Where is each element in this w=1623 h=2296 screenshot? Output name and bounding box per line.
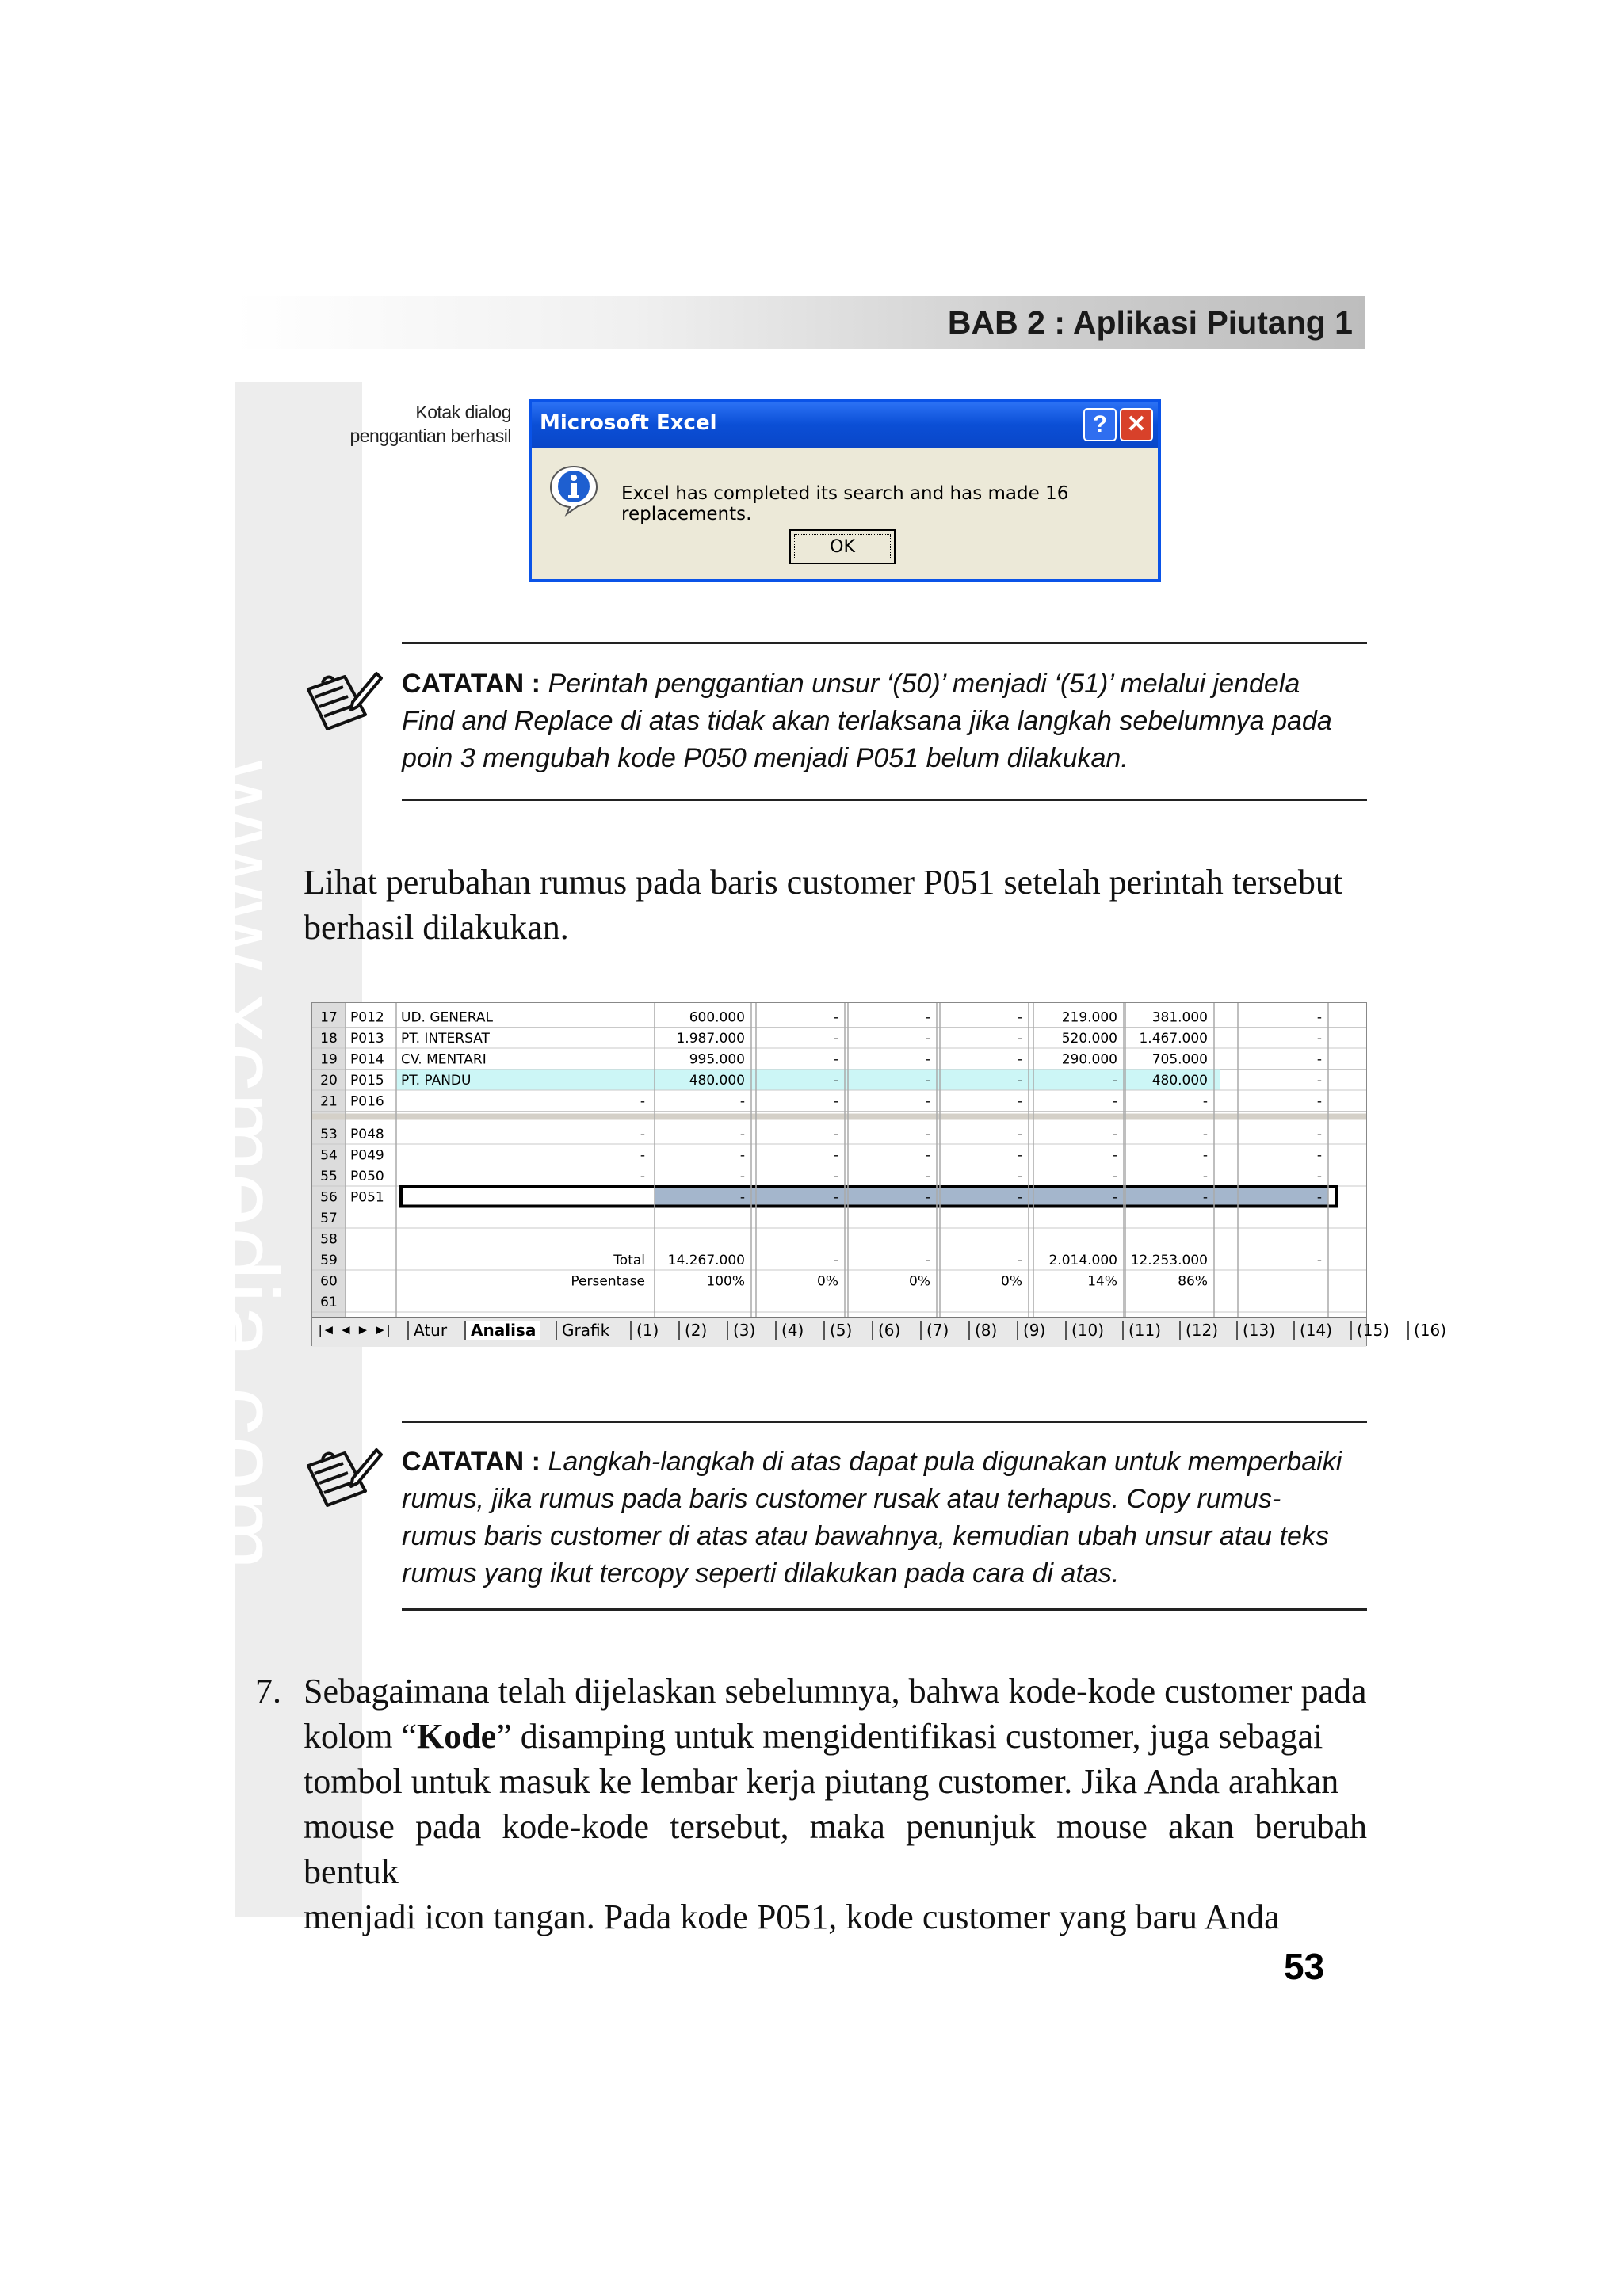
cell-c2: - [833,1031,838,1047]
cell-row: 59 [320,1253,338,1268]
cell-c5: - [1112,1147,1117,1164]
cell-row: 19 [320,1051,338,1068]
cell-name: Total [613,1253,645,1268]
spreadsheet-grid [312,1003,1366,1320]
cell-c3: - [925,1169,930,1184]
cell-row: 60 [320,1273,338,1290]
cell-c4: - [1017,1031,1022,1047]
note-2-label: CATATAN : [402,1447,540,1477]
sheet-tab-14[interactable]: (14) [1293,1321,1337,1340]
item-7-bold-kode: Kode [416,1717,497,1756]
cell-c5: 520.000 [1061,1031,1117,1047]
cell-name: PT. INTERSAT [401,1031,490,1047]
sheet-background [312,1003,1366,1320]
cell-c6: - [1202,1127,1208,1142]
sheet-nav-arrows[interactable]: |◄ ◄ ► ►| [319,1322,391,1337]
cell-c5: - [1112,1093,1117,1110]
item-7-line-2c: ” disamping untuk mengidentifikasi customer, juga sebagai [496,1717,1323,1756]
sheet-tab-12[interactable]: (12) [1179,1321,1223,1340]
cell-c3: - [925,1093,930,1110]
cell-c3: - [925,1031,930,1047]
ok-button-label: OK [794,534,891,559]
cell-name: Persentase [571,1273,645,1290]
cell-code: P013 [350,1031,384,1047]
item-7-line-3: tombol untuk masuk ke lembar kerja piutang customer. Jika Anda arahkan [304,1762,1339,1801]
list-number: 7. [255,1672,281,1711]
cell-c2: 0% [817,1273,838,1290]
cell-c7: - [1316,1127,1322,1142]
cell-c6: 1.467.000 [1139,1031,1208,1047]
cell-c4: - [1017,1127,1022,1142]
paragraph-1-line-2: berhasil dilakukan. [304,908,569,947]
cell-c3: - [925,1073,930,1089]
sheet-tab-Atur[interactable]: Atur [407,1321,452,1340]
paragraph-1 [304,860,1367,950]
cell-c2: - [833,1093,838,1110]
cell-c3: - [925,1051,930,1068]
watermark: www.xcmedia.com [191,761,297,1572]
cell-name: UD. GENERAL [401,1009,493,1026]
notepad-pencil-icon [304,666,383,737]
cell-c7: - [1316,1051,1322,1068]
sheet-tab-16[interactable]: (16) [1407,1321,1451,1340]
cell-c1: 480.000 [689,1073,745,1089]
note-1-line-2: Find and Replace di atas tidak akan terlaksana jika langkah sebelumnya pada [402,706,1332,736]
cell-c1: 1.987.000 [676,1031,745,1047]
chapter-header [235,296,1365,349]
cell-c6: - [1202,1169,1208,1184]
cell-row: 20 [320,1073,338,1089]
cell-code: P015 [350,1073,384,1089]
cell-c3: - [925,1127,930,1142]
cell-c4: - [1017,1073,1022,1089]
sheet-tab-7[interactable]: (7) [920,1321,953,1340]
cell-code: P050 [350,1169,384,1184]
sheet-tab-4[interactable]: (4) [775,1321,808,1340]
cell-code: P016 [350,1093,384,1110]
note2-rule-top [402,1421,1367,1423]
cell-name: CV. MENTARI [401,1051,487,1068]
caption-line-1: Kotak dialog [415,402,511,422]
note-1-label: CATATAN : [402,669,540,699]
cell-c1: - [739,1093,745,1110]
cell-c1: 100% [706,1273,745,1290]
cell-name: - [640,1127,645,1142]
cell-c4: - [1017,1093,1022,1110]
cell-c6: - [1202,1147,1208,1164]
item-7-line-4: mouse pada kode-kode tersebut, maka penunjuk mouse akan berubah bentuk [304,1807,1367,1891]
cell-c6: 12.253.000 [1130,1253,1208,1268]
cell-c4: - [1017,1051,1022,1068]
cell-c2: - [833,1147,838,1164]
cell-name: - [640,1093,645,1110]
cell-c4: 0% [1001,1273,1022,1290]
sheet-tab-2[interactable]: (2) [678,1321,712,1340]
cell-c5: - [1112,1127,1117,1142]
note-2-line-4: rumus yang ikut tercopy seperti dilakukan pada cara di atas. [402,1558,1120,1589]
cell-c3: - [925,1009,930,1026]
close-button[interactable]: ✕ [1120,408,1153,441]
cell-c6: 705.000 [1151,1051,1208,1068]
cell-c7: - [1316,1093,1322,1110]
cell-row: 55 [320,1169,338,1184]
sheet-tab-10[interactable]: (10) [1065,1321,1109,1340]
cell-c1: 995.000 [689,1051,745,1068]
dialog-message: Excel has completed its search and has made 16 replacements. [621,483,1069,524]
sheet-tab-5[interactable]: (5) [823,1321,857,1340]
cell-c6: - [1202,1189,1208,1206]
cell-c5: 2.014.000 [1048,1253,1117,1268]
cell-code: P049 [350,1147,384,1164]
cell-name: PT. PANDU [401,1073,472,1089]
cell-c5: - [1112,1189,1117,1206]
sheet-tab-Analisa[interactable]: Analisa [464,1321,540,1340]
cell-row: 17 [320,1009,338,1026]
sheet-tab-11[interactable]: (11) [1122,1321,1166,1340]
cell-row: 21 [320,1093,338,1110]
cell-c2: - [833,1051,838,1068]
sheet-tab-13[interactable]: (13) [1236,1321,1280,1340]
sheet-tab-9[interactable]: (9) [1017,1321,1050,1340]
ok-button[interactable] [789,529,896,564]
dialog-titlebar [532,402,1158,448]
cell-row: 53 [320,1127,338,1142]
cell-c6: 86% [1178,1273,1208,1290]
spreadsheet-screenshot [311,1002,1447,1346]
cell-c7: - [1316,1253,1322,1268]
note-2 [402,1444,1369,1592]
sheet-tab-8[interactable]: (8) [968,1321,1002,1340]
cell-c4: - [1017,1169,1022,1184]
note-1-line-3: poin 3 mengubah kode P050 menjadi P051 belum dilakukan. [402,743,1128,773]
cell-row: 58 [320,1231,338,1248]
cell-c4: - [1017,1253,1022,1268]
cell-c2: - [833,1073,838,1089]
cell-row: 54 [320,1147,338,1164]
note-2-line-2: rumus, jika rumus pada baris customer rusak atau terhapus. Copy rumus- [402,1484,1281,1514]
cell-c1: - [739,1147,745,1164]
list-item-7 [304,1669,1367,1939]
note-1 [402,666,1369,777]
cell-c4: - [1017,1189,1022,1206]
cell-c7: - [1316,1169,1322,1184]
sheet-tab-3[interactable]: (3) [727,1321,760,1340]
cell-c1: - [739,1189,745,1206]
sheet-tab-6[interactable]: (6) [872,1321,905,1340]
cell-row: 18 [320,1031,338,1047]
cell-c3: - [925,1147,930,1164]
caption-line-2: penggantian berhasil [349,425,511,446]
cell-c4: - [1017,1009,1022,1026]
dialog-title: Microsoft Excel [540,411,717,435]
cell-row: 56 [320,1189,338,1206]
item-7-line-1: Sebagaimana telah dijelaskan sebelumnya, bahwa kode-kode customer pada [304,1672,1367,1711]
cell-c5: - [1112,1073,1117,1089]
info-icon [548,463,600,516]
cell-c7: - [1316,1147,1322,1164]
sheet-tab-Grafik[interactable]: Grafik [556,1321,614,1340]
sheet-tab-bar [312,1317,1447,1347]
cell-code: P014 [350,1051,384,1068]
note-rule-top [402,642,1367,644]
freeze-split-bar [312,1114,1366,1120]
cell-c2: - [833,1009,838,1026]
highlight-row [396,1070,1220,1091]
cell-c2: - [833,1169,838,1184]
cell-c7: - [1316,1189,1322,1206]
cell-c3: - [925,1189,930,1206]
cell-c5: 219.000 [1061,1009,1117,1026]
cell-c2: - [833,1253,838,1268]
figure-caption [269,400,511,448]
cell-code: P012 [350,1009,384,1026]
cell-c1: 14.267.000 [667,1253,745,1268]
cell-row: 57 [320,1211,338,1226]
help-button[interactable]: ? [1083,408,1117,441]
chapter-title: BAB 2 : Aplikasi Piutang 1 [947,304,1353,341]
page-number: 53 [1284,1946,1325,1987]
cell-name: - [640,1169,645,1184]
cell-c5: - [1112,1169,1117,1184]
cell-c5: 290.000 [1061,1051,1117,1068]
cell-code: P048 [350,1127,384,1142]
notepad-pencil-icon [304,1442,383,1513]
note-rule-bottom [402,799,1367,801]
cell-row: 61 [320,1295,338,1310]
cell-c3: 0% [909,1273,930,1290]
cell-c5: 14% [1087,1273,1117,1290]
cell-c2: - [833,1189,838,1206]
cell-c7: - [1316,1009,1322,1026]
cell-c1: - [739,1169,745,1184]
cell-c1: - [739,1127,745,1142]
note-2-line-3: rumus baris customer di atas atau bawahnya, kemudian ubah unsur atau teks [402,1521,1329,1551]
cell-c6: 381.000 [1151,1009,1208,1026]
sheet-tab-15[interactable]: (15) [1350,1321,1394,1340]
sheet-tab-1[interactable]: (1) [630,1321,663,1340]
cell-c6: 480.000 [1151,1073,1208,1089]
cell-c4: - [1017,1147,1022,1164]
cell-c3: - [925,1253,930,1268]
cell-c7: - [1316,1031,1322,1047]
item-7-line-2a: kolom “ [304,1717,417,1756]
cell-name: - [640,1147,645,1164]
cell-code: P051 [350,1189,384,1206]
item-7-line-5: menjadi icon tangan. Pada kode P051, kode customer yang baru Anda [304,1897,1280,1936]
cell-c2: - [833,1127,838,1142]
cell-c6: - [1202,1093,1208,1110]
item-7-line-2 [304,1714,1367,1759]
cell-c7: - [1316,1073,1322,1089]
excel-dialog [529,399,1161,582]
note-1-line-1: Perintah penggantian unsur ‘(50)’ menjadi ‘(51)’ melalui jendela [548,669,1300,699]
cell-c1: 600.000 [689,1009,745,1026]
note2-rule-bottom [402,1608,1367,1611]
note-2-line-1: Langkah-langkah di atas dapat pula digunakan untuk memperbaiki [548,1447,1342,1477]
paragraph-1-line-1: Lihat perubahan rumus pada baris customer P051 setelah perintah tersebut [304,863,1343,902]
